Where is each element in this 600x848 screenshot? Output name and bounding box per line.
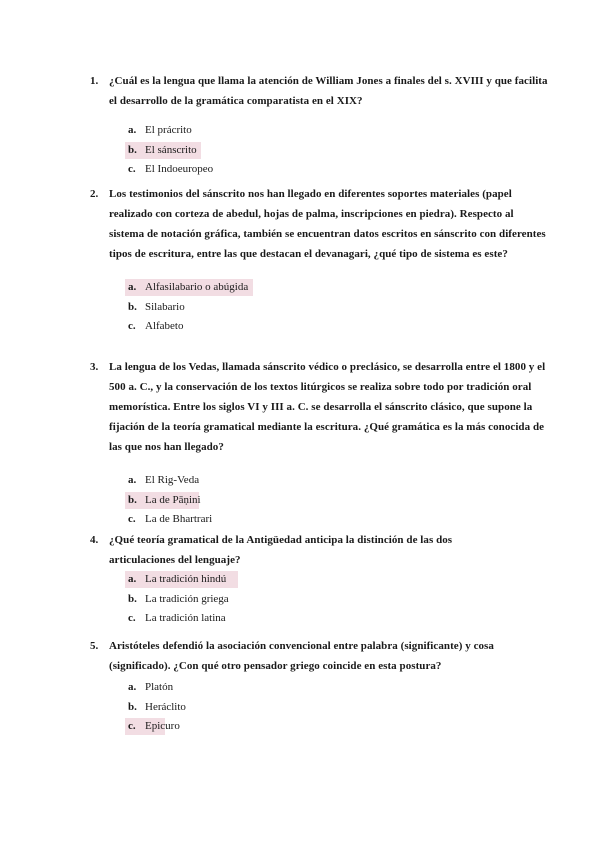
question-5	[90, 636, 530, 737]
question-number: 1.	[90, 75, 99, 87]
answer-option-c[interactable]	[90, 609, 530, 629]
answer-option-a-selected[interactable]	[90, 570, 530, 590]
option-text: Silabario	[145, 300, 185, 313]
option-text: El sánscrito	[145, 143, 197, 156]
option-text: La tradición latina	[145, 612, 226, 624]
answer-option-a[interactable]	[90, 471, 530, 491]
option-letter: c.	[128, 163, 136, 175]
answer-option-c[interactable]	[90, 510, 530, 530]
question-3	[90, 357, 546, 530]
option-letter: a.	[128, 474, 137, 486]
option-letter: c.	[128, 720, 136, 732]
answer-option-b[interactable]	[90, 298, 530, 318]
answer-option-c[interactable]	[90, 160, 530, 180]
option-letter: a.	[128, 124, 137, 136]
answer-options	[90, 678, 530, 737]
answer-option-a-selected[interactable]	[90, 278, 530, 298]
option-letter: c.	[128, 320, 136, 332]
option-text: El prácrito	[145, 124, 192, 136]
answer-option-a[interactable]	[90, 678, 530, 698]
answer-option-b[interactable]	[90, 590, 530, 610]
option-text: Alfabeto	[145, 320, 184, 332]
answer-options	[90, 121, 530, 180]
question-number: 3.	[90, 361, 99, 373]
option-letter: b.	[128, 300, 137, 313]
answer-options	[90, 278, 530, 337]
option-text: El Indoeuropeo	[145, 163, 214, 175]
question-number: 4.	[90, 534, 99, 546]
option-text: La tradición griega	[145, 592, 229, 605]
question-number: 2.	[90, 188, 99, 200]
question-text: Los testimonios del sánscrito nos han llegado en diferentes soportes materiales (papel realizado con corteza de abedul, hojas de palma, inscripciones en piedra). Respecto al sistema de notación gráfica, también se encuentran datos escritos en sánscrito con diferentes tipos de escritura, entre las que destacan el devanagari, ¿qué tipo de sistema es este?	[109, 188, 546, 260]
option-text: La de Bhartrari	[145, 513, 213, 525]
answer-options	[90, 471, 530, 530]
answer-option-a[interactable]	[90, 121, 530, 141]
option-letter: a.	[128, 681, 137, 693]
answer-option-c-selected[interactable]	[90, 717, 530, 737]
option-text: Epicuro	[145, 720, 180, 732]
answer-option-b[interactable]	[90, 698, 530, 718]
option-letter: b.	[128, 700, 137, 713]
option-text: Heráclito	[145, 700, 186, 713]
option-letter: c.	[128, 513, 136, 525]
option-text: Platón	[145, 681, 174, 693]
question-1	[90, 71, 548, 180]
question-2	[90, 184, 546, 337]
option-text: Alfasilabario o abúgida	[145, 281, 249, 293]
question-text: La lengua de los Vedas, llamada sánscrito védico o preclásico, se desarrolla entre el 1800 y el 500 a. C., y la conservación de los textos litúrgicos se realiza sobre todo por tradición oral memorística. Entre los siglos VI y III a. C. se desarrolla el sánscrito clásico, que supone la fijación de la teoría gramatical mediante la escritura. ¿Qué gramática es la más conocida de las que nos han llegado?	[109, 361, 546, 453]
answer-options	[90, 570, 530, 629]
option-letter: b.	[128, 143, 137, 156]
question-number: 5.	[90, 640, 99, 652]
answer-option-b-selected[interactable]	[90, 491, 530, 511]
question-text: ¿Cuál es la lengua que llama la atención de William Jones a finales del s. XVIII y que facilita el desarrollo de la gramática comparatista en el XIX?	[109, 75, 548, 107]
option-letter: a.	[128, 281, 137, 293]
answer-option-b-selected[interactable]	[90, 141, 530, 161]
option-text: El Rig-Veda	[145, 474, 200, 486]
option-text: La tradición hindú	[145, 573, 227, 585]
question-text: ¿Qué teoría gramatical de la Antigüedad anticipa la distinción de las dos articulaciones del lenguaje?	[109, 534, 453, 566]
option-text: La de Pāṇini	[145, 493, 201, 506]
option-letter: b.	[128, 493, 137, 506]
answer-option-c[interactable]	[90, 317, 530, 337]
question-4	[90, 530, 530, 629]
question-text: Aristóteles defendió la asociación convencional entre palabra (significante) y cosa (significado). ¿Con qué otro pensador griego coincide en esta postura?	[109, 640, 494, 672]
option-letter: b.	[128, 592, 137, 605]
option-letter: a.	[128, 573, 137, 585]
option-letter: c.	[128, 612, 136, 624]
